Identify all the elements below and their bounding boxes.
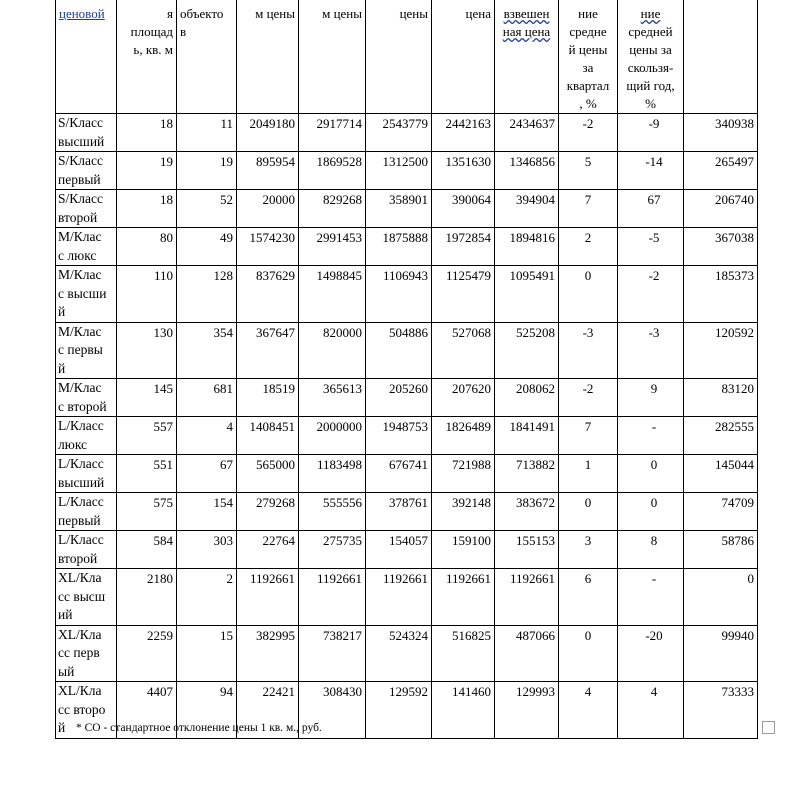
header-line: объекто [180, 6, 224, 21]
row-label-line: первый [58, 512, 101, 528]
end-of-cell-marker [762, 721, 775, 734]
value-cell: 2000000 [299, 417, 366, 455]
value-cell: 1346856 [495, 152, 559, 190]
value-cell: 382995 [237, 625, 299, 682]
value-cell: 676741 [366, 455, 432, 493]
value-cell: 0 [559, 266, 618, 323]
value-cell: 128 [177, 266, 237, 323]
row-label-cell [56, 417, 117, 455]
value-cell: 1192661 [237, 569, 299, 626]
value-cell: 340938 [684, 114, 758, 152]
value-cell: 303 [177, 531, 237, 569]
value-cell: 2 [559, 228, 618, 266]
value-cell: 557 [117, 417, 177, 455]
value-cell: 0 [618, 493, 684, 531]
header-line: цены [399, 6, 428, 21]
value-cell: 22764 [237, 531, 299, 569]
value-cell: 20000 [237, 190, 299, 228]
header-line: щий год, [626, 78, 675, 93]
header-line: ценовой [59, 6, 105, 21]
row-label-line: M/Клас [58, 229, 102, 244]
row-label-line: сс высш [58, 588, 106, 604]
table-row [56, 190, 758, 228]
value-cell: 0 [618, 455, 684, 493]
value-cell: 4 [618, 682, 684, 739]
value-cell: 18519 [237, 379, 299, 417]
value-cell: 2049180 [237, 114, 299, 152]
value-cell: 308430 [299, 682, 366, 739]
table-row [56, 569, 758, 626]
value-cell: 206740 [684, 190, 758, 228]
value-cell: 367038 [684, 228, 758, 266]
value-cell: 565000 [237, 455, 299, 493]
value-cell: - [618, 417, 684, 455]
row-label-line: сс перв [58, 645, 100, 660]
value-cell: 155153 [495, 531, 559, 569]
value-cell: 516825 [432, 625, 495, 682]
value-cell: 1875888 [366, 228, 432, 266]
value-cell: -5 [618, 228, 684, 266]
value-cell: 525208 [495, 322, 559, 379]
value-cell: 0 [559, 493, 618, 531]
value-cell: 681 [177, 379, 237, 417]
row-label-line: первый [58, 171, 101, 187]
row-label-line: XL/Кла [58, 570, 102, 585]
value-cell: -2 [559, 114, 618, 152]
row-label-line: L/Класс [58, 418, 104, 433]
value-cell: 1408451 [237, 417, 299, 455]
value-cell: 58786 [684, 531, 758, 569]
row-label-line: M/Клас [58, 380, 102, 395]
value-cell: 19 [177, 152, 237, 190]
header-cell [618, 0, 684, 114]
header-cell [684, 0, 758, 114]
table-row [56, 493, 758, 531]
value-cell: 1894816 [495, 228, 559, 266]
row-label-line: S/Класс [58, 153, 103, 168]
header-line: средней [628, 24, 673, 39]
row-label-line: сс второ [58, 701, 106, 717]
value-cell: 1 [559, 455, 618, 493]
value-cell: 145044 [684, 455, 758, 493]
value-cell: 1192661 [432, 569, 495, 626]
value-cell: 1192661 [299, 569, 366, 626]
value-cell: 1312500 [366, 152, 432, 190]
value-cell: 378761 [366, 493, 432, 531]
header-cell [559, 0, 618, 114]
header-row [56, 0, 758, 114]
value-cell: 110 [117, 266, 177, 323]
table-row [56, 379, 758, 417]
header-line: я [167, 6, 173, 21]
row-label-line: ий [58, 607, 73, 622]
value-cell: 524324 [366, 625, 432, 682]
row-label-line: высший [58, 133, 105, 149]
header-line: ная цена [502, 24, 551, 39]
header-line: % [645, 96, 656, 111]
value-cell: 185373 [684, 266, 758, 323]
value-cell: - [618, 569, 684, 626]
value-cell: 15 [177, 625, 237, 682]
header-cell [299, 0, 366, 114]
value-cell: 2259 [117, 625, 177, 682]
value-cell: 4407 [117, 682, 177, 739]
row-label-line: люкс [58, 436, 88, 452]
value-cell: 73333 [684, 682, 758, 739]
row-label-cell [56, 266, 117, 323]
table-row [56, 455, 758, 493]
header-cell [177, 0, 237, 114]
value-cell: 1948753 [366, 417, 432, 455]
value-cell: 584 [117, 531, 177, 569]
value-cell: 837629 [237, 266, 299, 323]
value-cell: 4 [177, 417, 237, 455]
header-line: , % [579, 96, 597, 111]
header-line: м цены [322, 6, 362, 21]
value-cell: 575 [117, 493, 177, 531]
row-label-line: S/Класс [58, 115, 103, 130]
value-cell: 392148 [432, 493, 495, 531]
value-cell: 2917714 [299, 114, 366, 152]
value-cell: 1183498 [299, 455, 366, 493]
value-cell: 94 [177, 682, 237, 739]
value-cell: -2 [618, 266, 684, 323]
value-cell: -3 [618, 322, 684, 379]
value-cell: 80 [117, 228, 177, 266]
value-cell: 1826489 [432, 417, 495, 455]
value-cell: 895954 [237, 152, 299, 190]
table-row [56, 114, 758, 152]
row-label-line: с высши [58, 285, 107, 301]
row-label-line: второй [58, 209, 98, 225]
header-line: взвешен [503, 6, 550, 21]
row-label-cell [56, 190, 117, 228]
value-cell: 9 [618, 379, 684, 417]
value-cell: -3 [559, 322, 618, 379]
row-label-line: L/Класс [58, 456, 104, 471]
value-cell: 1095491 [495, 266, 559, 323]
value-cell: 2 [177, 569, 237, 626]
row-label-line: S/Класс [58, 191, 103, 206]
value-cell: 487066 [495, 625, 559, 682]
value-cell: 205260 [366, 379, 432, 417]
value-cell: 52 [177, 190, 237, 228]
header-line: ь, кв. м [133, 42, 173, 57]
value-cell: 83120 [684, 379, 758, 417]
value-cell: 129993 [495, 682, 559, 739]
value-cell: 3 [559, 531, 618, 569]
value-cell: 141460 [432, 682, 495, 739]
value-cell: 1841491 [495, 417, 559, 455]
value-cell: 4 [559, 682, 618, 739]
value-cell: 383672 [495, 493, 559, 531]
value-cell: 8 [618, 531, 684, 569]
row-label-line: й [58, 720, 66, 735]
value-cell: 358901 [366, 190, 432, 228]
header-line: й цены [568, 42, 608, 57]
value-cell: -9 [618, 114, 684, 152]
value-cell: 208062 [495, 379, 559, 417]
value-cell: 2991453 [299, 228, 366, 266]
row-label-line: ый [58, 663, 75, 679]
value-cell: 120592 [684, 322, 758, 379]
value-cell: 159100 [432, 531, 495, 569]
value-cell: 22421 [237, 682, 299, 739]
value-cell: 713882 [495, 455, 559, 493]
value-cell: 7 [559, 417, 618, 455]
table-row [56, 228, 758, 266]
value-cell: -20 [618, 625, 684, 682]
value-cell: 74709 [684, 493, 758, 531]
row-label-line: второй [58, 550, 98, 566]
row-label-cell [56, 228, 117, 266]
row-label-cell [56, 152, 117, 190]
row-label-line: L/Класс [58, 494, 104, 509]
value-cell: 279268 [237, 493, 299, 531]
row-label-cell [56, 531, 117, 569]
row-label-line: й [58, 304, 66, 319]
value-cell: 18 [117, 114, 177, 152]
footnote: * СО - стандартное отклонение цены 1 кв. м., руб. [76, 722, 322, 734]
price-table [55, 0, 758, 739]
header-line: за [582, 60, 594, 75]
value-cell: 5 [559, 152, 618, 190]
value-cell: 1192661 [495, 569, 559, 626]
value-cell: 6 [559, 569, 618, 626]
value-cell: 1972854 [432, 228, 495, 266]
header-line: средне [569, 24, 607, 39]
value-cell: 1125479 [432, 266, 495, 323]
table-body [56, 0, 758, 738]
row-label-cell [56, 493, 117, 531]
value-cell: 154 [177, 493, 237, 531]
value-cell: 365613 [299, 379, 366, 417]
value-cell: 145 [117, 379, 177, 417]
value-cell: 820000 [299, 322, 366, 379]
value-cell: 1869528 [299, 152, 366, 190]
value-cell: 1498845 [299, 266, 366, 323]
value-cell: 1351630 [432, 152, 495, 190]
value-cell: 130 [117, 322, 177, 379]
header-line: скользя- [627, 60, 674, 75]
row-label-line: XL/Кла [58, 626, 102, 642]
header-cell [117, 0, 177, 114]
value-cell: 829268 [299, 190, 366, 228]
value-cell: 11 [177, 114, 237, 152]
value-cell: 738217 [299, 625, 366, 682]
value-cell: 394904 [495, 190, 559, 228]
header-line: м цены [255, 6, 295, 21]
value-cell: 2442163 [432, 114, 495, 152]
header-cell [432, 0, 495, 114]
table-row [56, 152, 758, 190]
table-row [56, 417, 758, 455]
value-cell: 2543779 [366, 114, 432, 152]
table-row [56, 322, 758, 379]
value-cell: 527068 [432, 322, 495, 379]
value-cell: 0 [684, 569, 758, 626]
table-row [56, 625, 758, 682]
value-cell: 1574230 [237, 228, 299, 266]
value-cell: 207620 [432, 379, 495, 417]
row-label-line: XL/Кла [58, 683, 102, 698]
value-cell: 1192661 [366, 569, 432, 626]
header-line: ние [578, 6, 598, 21]
row-label-line: й [58, 360, 66, 376]
value-cell: 354 [177, 322, 237, 379]
row-label-cell [56, 379, 117, 417]
table-row [56, 266, 758, 323]
value-cell: 265497 [684, 152, 758, 190]
value-cell: 555556 [299, 493, 366, 531]
row-label-cell [56, 322, 117, 379]
header-cell [56, 0, 117, 114]
row-label-line: M/Клас [58, 267, 102, 282]
value-cell: 275735 [299, 531, 366, 569]
value-cell: 129592 [366, 682, 432, 739]
row-label-line: с люкс [58, 247, 97, 263]
value-cell: 2180 [117, 569, 177, 626]
row-label-cell [56, 114, 117, 152]
value-cell: 1106943 [366, 266, 432, 323]
value-cell: 282555 [684, 417, 758, 455]
value-cell: 154057 [366, 531, 432, 569]
value-cell: 367647 [237, 322, 299, 379]
row-label-line: высший [58, 474, 105, 490]
value-cell: 7 [559, 190, 618, 228]
value-cell: 0 [559, 625, 618, 682]
value-cell: 18 [117, 190, 177, 228]
header-line: площад [130, 24, 173, 39]
value-cell: 2434637 [495, 114, 559, 152]
value-cell: 67 [618, 190, 684, 228]
value-cell: 49 [177, 228, 237, 266]
value-cell: 721988 [432, 455, 495, 493]
header-line: квартал [566, 78, 610, 93]
header-cell [495, 0, 559, 114]
value-cell: 551 [117, 455, 177, 493]
value-cell: 67 [177, 455, 237, 493]
header-line: ние [640, 6, 661, 21]
value-cell: -2 [559, 379, 618, 417]
value-cell: 504886 [366, 322, 432, 379]
row-label-line: L/Класс [58, 532, 104, 547]
header-line: цена [465, 6, 491, 21]
header-line: в [180, 24, 187, 39]
row-label-cell [56, 455, 117, 493]
header-cell [366, 0, 432, 114]
value-cell: 19 [117, 152, 177, 190]
header-cell [237, 0, 299, 114]
table-row [56, 531, 758, 569]
row-label-line: M/Клас [58, 323, 102, 339]
row-label-line: с второй [58, 398, 107, 414]
value-cell: 390064 [432, 190, 495, 228]
value-cell: 99940 [684, 625, 758, 682]
header-line: цены за [629, 42, 672, 57]
row-label-cell [56, 569, 117, 626]
row-label-cell [56, 625, 117, 682]
value-cell: -14 [618, 152, 684, 190]
row-label-line: с первы [58, 342, 103, 357]
